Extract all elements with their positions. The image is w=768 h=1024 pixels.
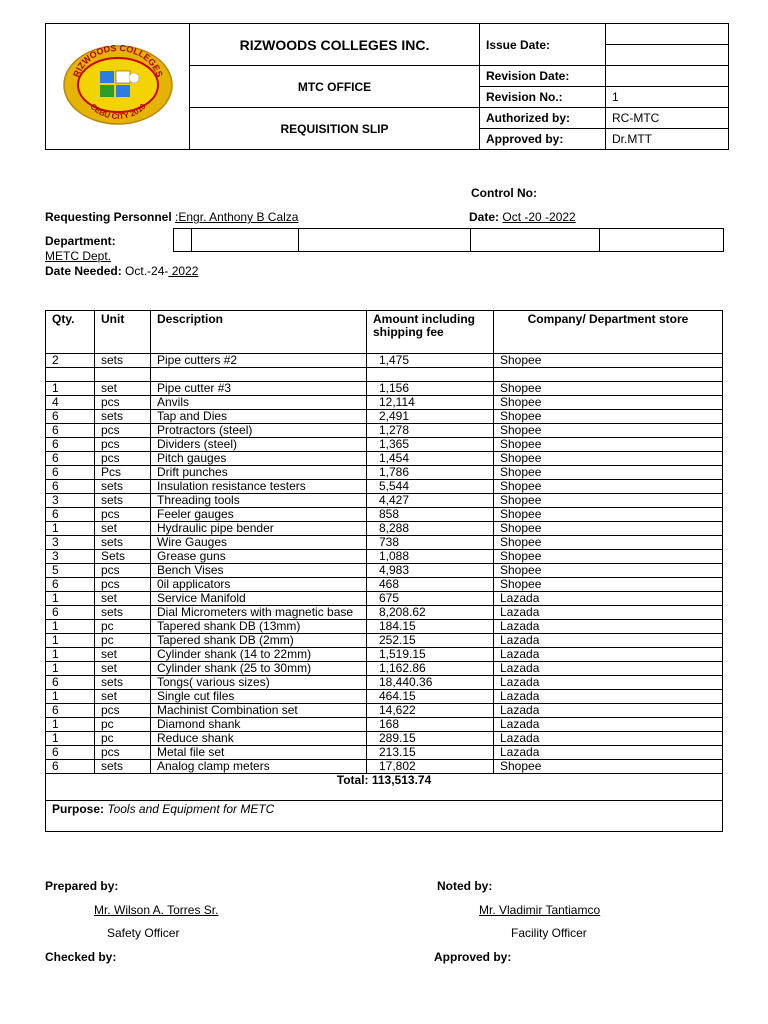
item-store: Lazada <box>494 592 723 606</box>
item-amount: 8,208.62 <box>367 606 494 620</box>
item-store: Lazada <box>494 704 723 718</box>
total-value: Total: 113,513.74 <box>46 774 723 801</box>
table-row <box>46 634 723 648</box>
table-row <box>46 424 723 438</box>
item-amount <box>367 368 494 382</box>
purpose-label: Purpose: <box>52 802 105 816</box>
item-unit: pcs <box>95 452 151 466</box>
department-boxes <box>173 228 724 252</box>
revision-date-label: Revision Date: <box>480 66 606 87</box>
item-description: 0il applicators <box>151 578 367 592</box>
issue-date-label: Issue Date: <box>480 24 606 66</box>
item-amount: 4,983 <box>367 564 494 578</box>
item-unit: sets <box>95 676 151 690</box>
table-row <box>46 368 723 382</box>
requesting-personnel-value: :Engr. Anthony B Calza <box>175 210 299 224</box>
item-store: Shopee <box>494 550 723 564</box>
table-row <box>46 466 723 480</box>
item-description: Metal file set <box>151 746 367 760</box>
item-description: Cylinder shank (14 to 22mm) <box>151 648 367 662</box>
prepared-by-title: Safety Officer <box>107 926 180 940</box>
item-qty: 6 <box>46 480 95 494</box>
item-qty: 1 <box>46 634 95 648</box>
item-store: Lazada <box>494 732 723 746</box>
form-name: REQUISITION SLIP <box>190 108 480 150</box>
item-amount: 5,544 <box>367 480 494 494</box>
item-qty: 3 <box>46 550 95 564</box>
item-store: Lazada <box>494 718 723 732</box>
item-description: Reduce shank <box>151 732 367 746</box>
authorized-by-value: RC-MTC <box>606 108 729 129</box>
item-qty: 6 <box>46 704 95 718</box>
item-unit: pc <box>95 718 151 732</box>
item-store: Shopee <box>494 424 723 438</box>
item-description: Grease guns <box>151 550 367 564</box>
item-description: Hydraulic pipe bender <box>151 522 367 536</box>
item-qty: 6 <box>46 578 95 592</box>
item-qty: 1 <box>46 592 95 606</box>
item-description: Dividers (steel) <box>151 438 367 452</box>
item-amount: 1,278 <box>367 424 494 438</box>
item-store: Shopee <box>494 438 723 452</box>
item-amount: 1,365 <box>367 438 494 452</box>
department-label: Department: <box>45 234 116 248</box>
school-name-cell <box>190 24 480 66</box>
table-row <box>46 438 723 452</box>
noted-by-name: Mr. Vladimir Tantiamco <box>479 903 601 917</box>
purpose-row <box>46 801 723 832</box>
item-qty: 6 <box>46 508 95 522</box>
item-qty: 1 <box>46 732 95 746</box>
table-row <box>46 480 723 494</box>
control-no-label: Control No: <box>471 186 537 200</box>
item-qty: 6 <box>46 746 95 760</box>
approved-by-label: Approved by: <box>480 129 606 150</box>
item-amount: 1,454 <box>367 452 494 466</box>
item-store: Shopee <box>494 508 723 522</box>
item-unit: pcs <box>95 564 151 578</box>
item-amount: 252.15 <box>367 634 494 648</box>
item-unit: set <box>95 382 151 396</box>
item-amount: 1,088 <box>367 550 494 564</box>
item-qty <box>46 368 95 382</box>
item-store: Shopee <box>494 494 723 508</box>
table-row <box>46 550 723 564</box>
item-description: Single cut files <box>151 690 367 704</box>
item-description: Diamond shank <box>151 718 367 732</box>
item-qty: 6 <box>46 410 95 424</box>
date-needed-value-a: Oct.-24- <box>125 264 169 278</box>
item-qty: 3 <box>46 536 95 550</box>
item-unit: sets <box>95 410 151 424</box>
item-amount: 8,288 <box>367 522 494 536</box>
item-amount: 1,162.86 <box>367 662 494 676</box>
table-row <box>46 396 723 410</box>
item-amount: 675 <box>367 592 494 606</box>
item-unit: pcs <box>95 438 151 452</box>
issue-date-value <box>606 24 729 66</box>
item-description <box>151 368 367 382</box>
item-qty: 1 <box>46 620 95 634</box>
item-store: Lazada <box>494 620 723 634</box>
total-row <box>46 774 723 801</box>
table-row <box>46 704 723 718</box>
item-qty: 6 <box>46 424 95 438</box>
item-description: Anvils <box>151 396 367 410</box>
item-amount: 184.15 <box>367 620 494 634</box>
item-store: Lazada <box>494 746 723 760</box>
item-description: Cylinder shank (25 to 30mm) <box>151 662 367 676</box>
item-unit: pcs <box>95 396 151 410</box>
item-store: Shopee <box>494 466 723 480</box>
item-qty: 6 <box>46 438 95 452</box>
item-amount: 1,786 <box>367 466 494 480</box>
table-row <box>46 760 723 774</box>
item-store <box>494 368 723 382</box>
date-needed-value-b: 2022 <box>168 264 199 278</box>
item-store: Shopee <box>494 564 723 578</box>
table-row <box>46 648 723 662</box>
item-store: Shopee <box>494 480 723 494</box>
item-unit: pc <box>95 732 151 746</box>
item-description: Bench Vises <box>151 564 367 578</box>
item-store: Lazada <box>494 676 723 690</box>
prepared-by-label: Prepared by: <box>45 879 119 893</box>
request-date-label: Date: <box>469 210 500 224</box>
requesting-personnel-label: Requesting Personnel <box>45 210 172 224</box>
item-unit: set <box>95 522 151 536</box>
date-needed <box>45 264 198 278</box>
table-row <box>46 606 723 620</box>
revision-no-value: 1 <box>606 87 729 108</box>
item-qty: 1 <box>46 522 95 536</box>
item-description: Machinist Combination set <box>151 704 367 718</box>
item-qty: 1 <box>46 718 95 732</box>
item-unit: pc <box>95 634 151 648</box>
item-qty: 6 <box>46 606 95 620</box>
item-unit: pcs <box>95 578 151 592</box>
item-unit: sets <box>95 494 151 508</box>
item-unit: sets <box>95 536 151 550</box>
item-unit: set <box>95 648 151 662</box>
item-amount: 18,440.36 <box>367 676 494 690</box>
approved-by-value: Dr.MTT <box>606 129 729 150</box>
requisition-items-table <box>45 310 723 832</box>
item-store: Shopee <box>494 396 723 410</box>
item-unit: Sets <box>95 550 151 564</box>
table-row <box>46 690 723 704</box>
item-description: Pipe cutter #3 <box>151 382 367 396</box>
item-amount: 17,802 <box>367 760 494 774</box>
item-amount: 468 <box>367 578 494 592</box>
item-store: Shopee <box>494 354 723 368</box>
table-row <box>46 564 723 578</box>
item-store: Lazada <box>494 690 723 704</box>
item-unit <box>95 368 151 382</box>
table-header-row <box>46 311 723 354</box>
item-amount: 213.15 <box>367 746 494 760</box>
checked-by-label: Checked by: <box>45 950 117 964</box>
item-qty: 3 <box>46 494 95 508</box>
item-qty: 5 <box>46 564 95 578</box>
item-description: Tongs( various sizes) <box>151 676 367 690</box>
item-unit: set <box>95 592 151 606</box>
table-row <box>46 508 723 522</box>
item-amount: 1,156 <box>367 382 494 396</box>
revision-date-value <box>606 66 729 87</box>
col-amount: Amount including shipping fee <box>367 311 494 354</box>
item-unit: pcs <box>95 508 151 522</box>
col-unit: Unit <box>95 311 151 354</box>
item-amount: 1,475 <box>367 354 494 368</box>
svg-text:RIZWOODS COLLEGES: RIZWOODS COLLEGES <box>70 45 165 79</box>
school-name: RIZWOODS COLLEGES INC. <box>239 36 430 53</box>
item-amount: 14,622 <box>367 704 494 718</box>
item-unit: sets <box>95 760 151 774</box>
item-amount: 289.15 <box>367 732 494 746</box>
item-store: Lazada <box>494 662 723 676</box>
item-store: Lazada <box>494 648 723 662</box>
table-row <box>46 382 723 396</box>
item-unit: Pcs <box>95 466 151 480</box>
form-header <box>45 23 729 148</box>
item-unit: pcs <box>95 424 151 438</box>
table-row <box>46 620 723 634</box>
item-description: Tapered shank DB (2mm) <box>151 634 367 648</box>
table-row <box>46 676 723 690</box>
item-description: Dial Micrometers with magnetic base <box>151 606 367 620</box>
item-unit: pc <box>95 620 151 634</box>
item-store: Shopee <box>494 536 723 550</box>
item-unit: sets <box>95 606 151 620</box>
authorized-by-label: Authorized by: <box>480 108 606 129</box>
item-store: Lazada <box>494 634 723 648</box>
col-qty: Qty. <box>46 311 95 354</box>
table-row <box>46 578 723 592</box>
col-store: Company/ Department store <box>494 311 723 354</box>
item-qty: 1 <box>46 648 95 662</box>
prepared-by-name: Mr. Wilson A. Torres Sr. <box>94 903 219 917</box>
item-qty: 6 <box>46 466 95 480</box>
college-seal-logo <box>62 45 174 125</box>
purpose-cell <box>46 801 723 832</box>
item-unit: pcs <box>95 746 151 760</box>
item-amount: 738 <box>367 536 494 550</box>
item-description: Insulation resistance testers <box>151 480 367 494</box>
item-description: Tapered shank DB (13mm) <box>151 620 367 634</box>
department-value: METC Dept. <box>45 249 112 263</box>
item-amount: 464.15 <box>367 690 494 704</box>
svg-text:CEBU CITY 2010: CEBU CITY 2010 <box>87 101 148 122</box>
requesting-personnel <box>45 210 298 224</box>
item-store: Lazada <box>494 606 723 620</box>
office-name: MTC OFFICE <box>190 66 480 108</box>
item-unit: set <box>95 662 151 676</box>
item-unit: sets <box>95 480 151 494</box>
item-amount: 1,519.15 <box>367 648 494 662</box>
item-store: Shopee <box>494 410 723 424</box>
item-store: Shopee <box>494 522 723 536</box>
table-row <box>46 354 723 368</box>
item-amount: 858 <box>367 508 494 522</box>
request-date-value: Oct -20 -2022 <box>502 210 576 224</box>
noted-by-label: Noted by: <box>437 879 493 893</box>
item-description: Threading tools <box>151 494 367 508</box>
item-amount: 12,114 <box>367 396 494 410</box>
table-row <box>46 662 723 676</box>
item-description: Pitch gauges <box>151 452 367 466</box>
table-row <box>46 536 723 550</box>
item-description: Pipe cutters #2 <box>151 354 367 368</box>
date-needed-label: Date Needed: <box>45 264 122 278</box>
logo-cell <box>46 24 190 150</box>
item-description: Tap and Dies <box>151 410 367 424</box>
item-qty: 4 <box>46 396 95 410</box>
item-store: Shopee <box>494 578 723 592</box>
purpose-value: Tools and Equipment for METC <box>107 802 275 816</box>
item-description: Service Manifold <box>151 592 367 606</box>
col-description: Description <box>151 311 367 354</box>
table-row <box>46 494 723 508</box>
table-row <box>46 718 723 732</box>
final-approved-by-label: Approved by: <box>434 950 512 964</box>
item-amount: 168 <box>367 718 494 732</box>
table-row <box>46 452 723 466</box>
table-row <box>46 410 723 424</box>
item-qty: 6 <box>46 676 95 690</box>
noted-by-title: Facility Officer <box>511 926 587 940</box>
item-amount: 2,491 <box>367 410 494 424</box>
item-amount: 4,427 <box>367 494 494 508</box>
item-unit: set <box>95 690 151 704</box>
item-description: Drift punches <box>151 466 367 480</box>
item-qty: 6 <box>46 452 95 466</box>
item-qty: 6 <box>46 760 95 774</box>
item-qty: 1 <box>46 690 95 704</box>
table-row <box>46 746 723 760</box>
item-qty: 1 <box>46 662 95 676</box>
item-qty: 1 <box>46 382 95 396</box>
table-row <box>46 732 723 746</box>
item-unit: sets <box>95 354 151 368</box>
item-description: Feeler gauges <box>151 508 367 522</box>
item-store: Shopee <box>494 382 723 396</box>
item-description: Wire Gauges <box>151 536 367 550</box>
item-unit: pcs <box>95 704 151 718</box>
item-store: Shopee <box>494 452 723 466</box>
item-description: Analog clamp meters <box>151 760 367 774</box>
item-qty: 2 <box>46 354 95 368</box>
item-store: Shopee <box>494 760 723 774</box>
table-row <box>46 592 723 606</box>
revision-no-label: Revision No.: <box>480 87 606 108</box>
request-date <box>469 210 576 224</box>
item-description: Protractors (steel) <box>151 424 367 438</box>
table-row <box>46 522 723 536</box>
